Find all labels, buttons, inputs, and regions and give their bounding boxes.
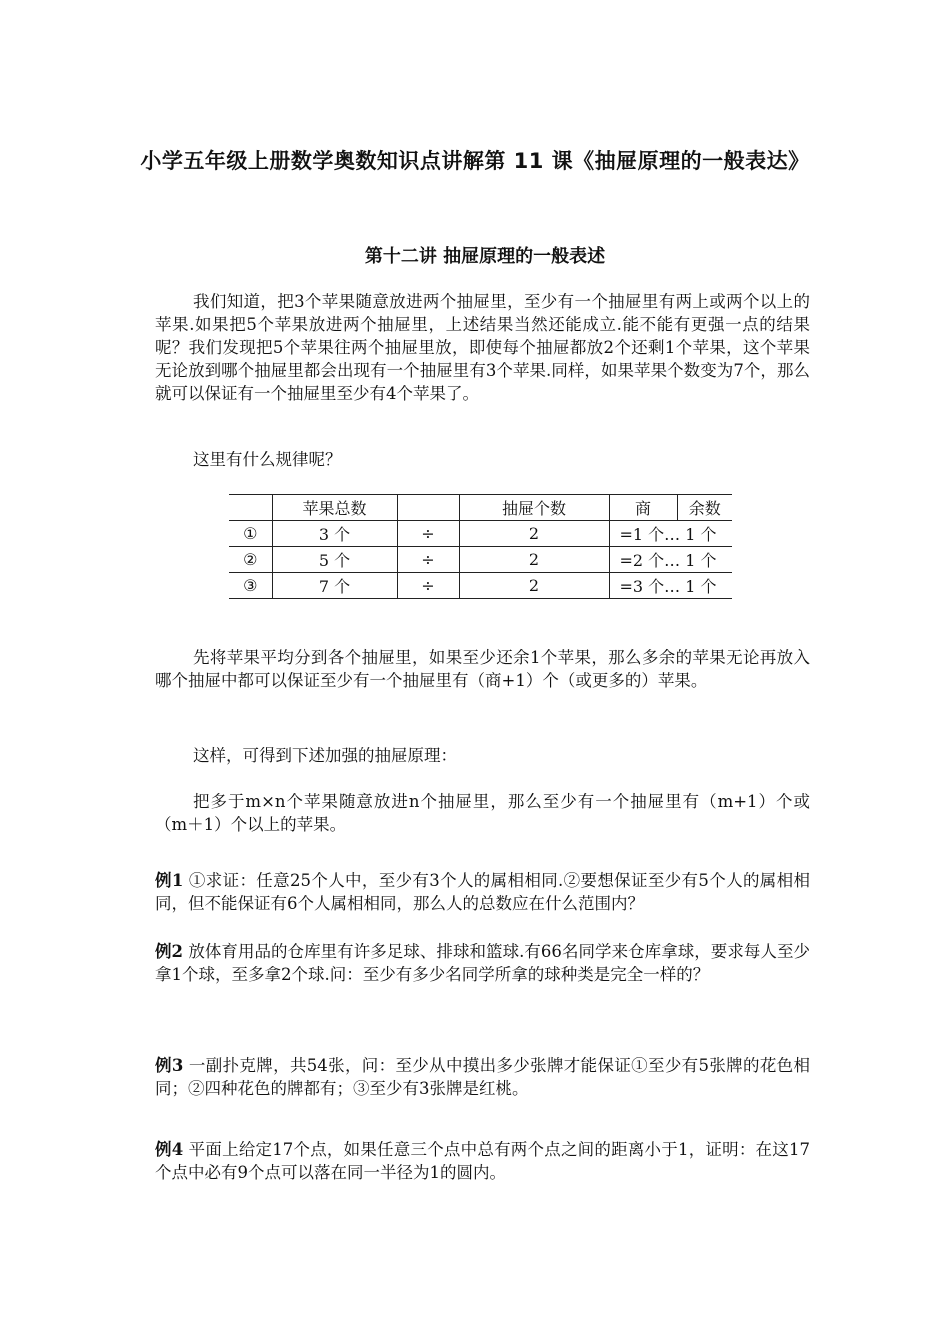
table-row [229, 521, 732, 547]
example-label: 例2 [155, 942, 184, 961]
table-header-row [229, 495, 732, 521]
example-3 [155, 1054, 810, 1100]
example-2 [155, 940, 810, 986]
table-row [229, 573, 732, 599]
section-title: 第十二讲 抽屉原理的一般表述 [364, 246, 606, 267]
document-title: 小学五年级上册数学奥数知识点讲解第 11 课《抽屉原理的一般表达》 [140, 149, 810, 173]
table-cell-result: =1 个… 1 个 [609, 521, 732, 547]
example-text: ①求证：任意25个人中，至少有3个人的属相相同.②要想保证至少有5个人的属相相同，但不能保证有6个人属相相同，那么人的总数应在什么范围内？ [155, 871, 810, 913]
table-cell-apples: 3 个 [272, 521, 397, 547]
table-cell-operator: ÷ [397, 547, 459, 573]
example-text: 一副扑克牌，共54张，问：至少从中摸出多少张牌才能保证①至少有5张牌的花色相同；②四种花色的牌都有；③至少有3张牌是红桃。 [155, 1056, 811, 1098]
table-header-remainder: 余数 [677, 495, 732, 521]
table-cell-drawers: 2 [459, 521, 609, 547]
table-cell-apples: 7 个 [272, 573, 397, 599]
table-row [229, 547, 732, 573]
table-cell-index: ① [243, 524, 258, 543]
explanation-paragraph: 先将苹果平均分到各个抽屉里，如果至少还余1个苹果，那么多余的苹果无论再放入哪个抽屉中都可以保证至少有一个抽屉里有（商+1）个（或更多的）苹果。 [155, 648, 810, 690]
example-1 [155, 869, 810, 915]
question-paragraph: 这里有什么规律呢？ [193, 450, 342, 469]
table-header-drawers: 抽屉个数 [459, 495, 609, 521]
table-header-quotient: 商 [609, 495, 677, 521]
table-cell-apples: 5 个 [272, 547, 397, 573]
lead-paragraph: 这样，可得到下述加强的抽屉原理： [193, 746, 457, 765]
table-cell-result: =2 个… 1 个 [609, 547, 732, 573]
table-cell-drawers: 2 [459, 573, 609, 599]
intro-paragraph: 我们知道，把3个苹果随意放进两个抽屉里，至少有一个抽屉里有两上或两个以上的苹果.如果把5个苹果放进两个抽屉里，上述结果当然还能成立.能不能有更强一点的结果呢？我们发现把5个苹果往两个抽屉里放，即使每个抽屉都放2个还剩1个苹果，这个苹果无论放到哪个抽屉里都会出现有一个抽屉里有3个苹果.同样，如果苹果个数变为7个，那么就可以保证有一个抽屉里至少有4个苹果了。 [155, 292, 810, 403]
table-cell-operator: ÷ [397, 521, 459, 547]
table-header-operator [397, 495, 459, 521]
table-header-index [229, 495, 272, 521]
table-cell-drawers: 2 [459, 547, 609, 573]
example-label: 例4 [155, 1140, 184, 1159]
division-table [229, 494, 732, 599]
example-text: 放体育用品的仓库里有许多足球、排球和篮球.有66名同学来仓库拿球，要求每人至少拿1个球，至多拿2个球.问：至少有多少名同学所拿的球种类是完全一样的？ [155, 942, 811, 984]
example-label: 例1 [155, 871, 184, 890]
table-cell-operator: ÷ [397, 573, 459, 599]
example-label: 例3 [155, 1056, 184, 1075]
table-header-apples: 苹果总数 [272, 495, 397, 521]
example-4 [155, 1138, 810, 1184]
table-cell-result: =3 个… 1 个 [609, 573, 732, 599]
example-text: 平面上给定17个点，如果任意三个点中总有两个点之间的距离小于1，证明：在这17个点中必有9个点可以落在同一半径为1的圆内。 [155, 1140, 810, 1182]
principle-paragraph: 把多于m×n个苹果随意放进n个抽屉里，那么至少有一个抽屉里有（m+1）个或（m＋1）个以上的苹果。 [155, 792, 810, 834]
table-cell-index: ② [243, 550, 258, 569]
table-cell-index: ③ [243, 576, 258, 595]
